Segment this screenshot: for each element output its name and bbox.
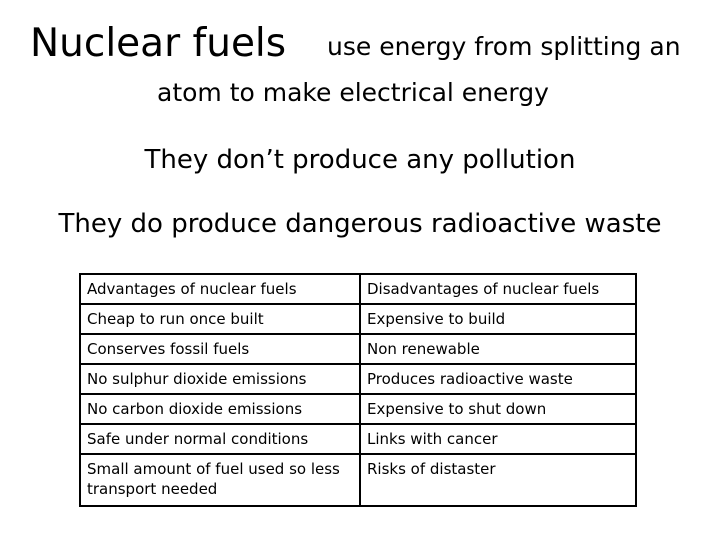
title-line-2: atom to make electrical energy <box>157 78 549 107</box>
advantage-cell: Conserves fossil fuels <box>80 334 360 364</box>
table-row <box>80 394 636 424</box>
disadvantage-cell: Links with cancer <box>360 424 636 454</box>
statement-radioactive-waste: They do produce dangerous radioactive waste <box>58 209 662 239</box>
title-nuclear-fuels: Nuclear fuels <box>30 21 287 66</box>
disadvantage-cell: Expensive to shut down <box>360 394 636 424</box>
header-disadvantages: Disadvantages of nuclear fuels <box>360 274 636 304</box>
table-row <box>80 334 636 364</box>
disadvantage-cell: Risks of distaster <box>360 454 636 506</box>
table-row <box>80 424 636 454</box>
header-advantages: Advantages of nuclear fuels <box>80 274 360 304</box>
disadvantage-cell: Non renewable <box>360 334 636 364</box>
disadvantage-cell: Expensive to build <box>360 304 636 334</box>
table-row <box>80 364 636 394</box>
statement-no-pollution: They don’t produce any pollution <box>144 145 576 175</box>
advantages-disadvantages-table <box>79 273 637 507</box>
table-row <box>80 304 636 334</box>
disadvantage-cell: Produces radioactive waste <box>360 364 636 394</box>
advantage-cell: Small amount of fuel used so less transport needed <box>80 454 360 506</box>
advantage-cell: Safe under normal conditions <box>80 424 360 454</box>
table-row <box>80 454 636 506</box>
title-continuation: use energy from splitting an <box>327 32 681 61</box>
advantage-cell: Cheap to run once built <box>80 304 360 334</box>
advantage-cell: No sulphur dioxide emissions <box>80 364 360 394</box>
table-header-row <box>80 274 636 304</box>
advantage-cell: No carbon dioxide emissions <box>80 394 360 424</box>
